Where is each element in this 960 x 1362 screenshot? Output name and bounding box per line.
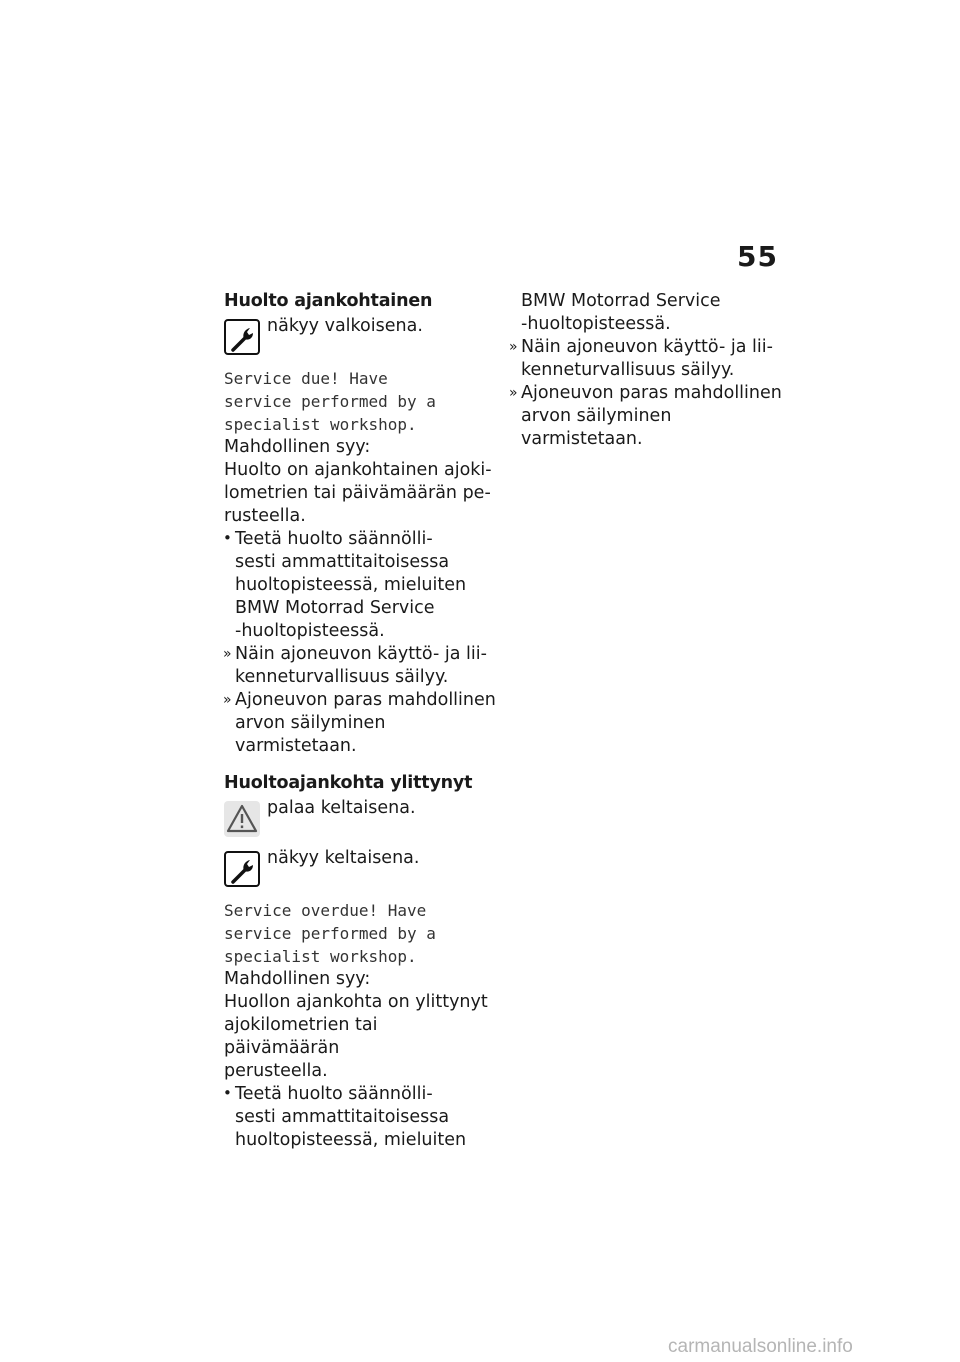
warning-triangle-icon — [224, 801, 260, 837]
display-line: specialist workshop. — [224, 947, 417, 966]
wrench-icon — [224, 319, 260, 355]
cause-text: Huolto on ajankohtainen ajoki- lometrien tai päivämäärän pe- rusteella. — [224, 460, 492, 526]
result-marker: » — [223, 646, 232, 662]
indicator-text: palaa keltaisena. — [267, 798, 416, 818]
bullet-marker: • — [223, 529, 232, 547]
watermark: carmanualsonline.info — [668, 1336, 853, 1357]
result-item: » Ajoneuvon paras mahdollinen arvon säilyminen varmistetaan. — [509, 383, 782, 449]
cause-label: Mahdollinen syy: — [224, 969, 371, 989]
result-marker: » — [509, 339, 518, 355]
wrench-icon — [224, 851, 260, 887]
bullet-marker: • — [223, 1084, 232, 1102]
page-number: 55 — [737, 240, 778, 273]
cause-label: Mahdollinen syy: — [224, 437, 371, 457]
cause-text: Huollon ajankohta on ylittynyt ajokilometrien tai päivämäärän perusteella. — [224, 992, 488, 1081]
display-line: service performed by a — [224, 924, 436, 943]
display-line: Service due! Have — [224, 369, 388, 388]
section-heading-service-due: Huolto ajankohtainen — [224, 291, 433, 311]
display-line: service performed by a — [224, 392, 436, 411]
indicator-row-wrench-yellow — [224, 849, 496, 893]
section-heading-service-overdue: Huoltoajankohta ylittynyt — [224, 773, 473, 793]
result-item: » Näin ajoneuvon käyttö- ja lii- kenneturvallisuus säilyy. — [223, 644, 487, 687]
left-column — [224, 290, 496, 1152]
display-line: specialist workshop. — [224, 415, 417, 434]
indicator-row-wrench-white — [224, 317, 496, 361]
action-item: • Teetä huolto säännölli- sesti ammattitaitoisessa huoltopisteessä, mieluiten BMW Motorrad Service -huoltopisteessä. — [223, 529, 467, 641]
display-message-service-overdue — [224, 899, 496, 968]
result-item: » Ajoneuvon paras mahdollinen arvon säilyminen varmistetaan. — [223, 690, 496, 756]
indicator-text: näkyy keltaisena. — [267, 848, 420, 868]
action-item-continued: BMW Motorrad Service -huoltopisteessä. — [521, 291, 721, 334]
display-line: Service overdue! Have — [224, 901, 427, 920]
result-item: » Näin ajoneuvon käyttö- ja lii- kenneturvallisuus säilyy. — [509, 337, 773, 380]
result-marker: » — [509, 385, 518, 401]
result-marker: » — [223, 692, 232, 708]
indicator-text: näkyy valkoisena. — [267, 316, 423, 336]
action-item: • Teetä huolto säännölli- sesti ammattitaitoisessa huoltopisteessä, mieluiten — [223, 1084, 467, 1150]
right-column — [510, 290, 790, 451]
indicator-row-warning-yellow — [224, 799, 496, 843]
display-message-service-due — [224, 367, 496, 436]
